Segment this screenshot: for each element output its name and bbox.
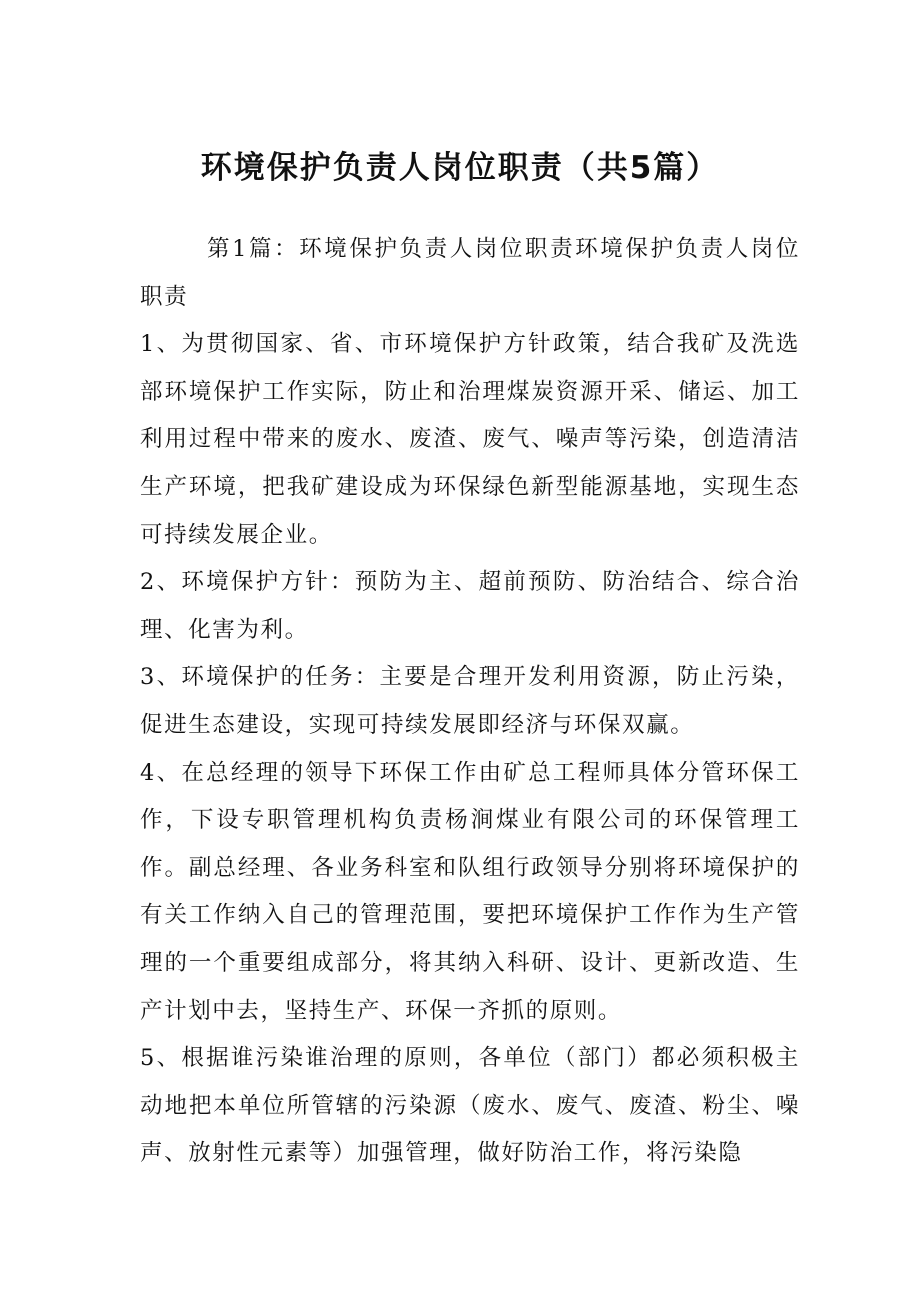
document-body <box>140 226 800 1178</box>
paragraph-item-2: 2、环境保护方针：预防为主、超前预防、防治结合、综合治理、化害为利。 <box>140 569 800 643</box>
paragraph-item-5: 5、根据谁污染谁治理的原则，各单位（部门）都必须积极主动地把本单位所管辖的污染源（废水、废气、废渣、粉尘、噪声、放射性元素等）加强管理，做好防治工作，将污染隐 <box>140 1045 800 1167</box>
paragraph-item-3: 3、环境保护的任务：主要是合理开发利用资源，防止污染，促进生态建设，实现可持续发展即经济与环保双赢。 <box>140 664 800 738</box>
paragraph-item-1: 1、为贯彻国家、省、市环境保护方针政策，结合我矿及洗选部环境保护工作实际，防止和治理煤炭资源开采、储运、加工利用过程中带来的废水、废渣、废气、噪声等污染，创造清洁生产环境，把我矿建设成为环保绿色新型能源基地，实现生态可持续发展企业。 <box>140 331 800 548</box>
paragraph-item-4: 4、在总经理的领导下环保工作由矿总工程师具体分管环保工作，下设专职管理机构负责杨涧煤业有限公司的环保管理工作。副总经理、各业务科室和队组行政领导分别将环境保护的有关工作纳入自己的管理范围，要把环境保护工作作为生产管理的一个重要组成部分，将其纳入科研、设计、更新改造、生产计划中去，坚持生产、环保一齐抓的原则。 <box>140 759 800 1024</box>
document-title: 环境保护负责人岗位职责（共5篇） <box>200 150 720 186</box>
section-heading: 第1篇：环境保护负责人岗位职责环境保护负责人岗位职责 <box>140 236 800 310</box>
